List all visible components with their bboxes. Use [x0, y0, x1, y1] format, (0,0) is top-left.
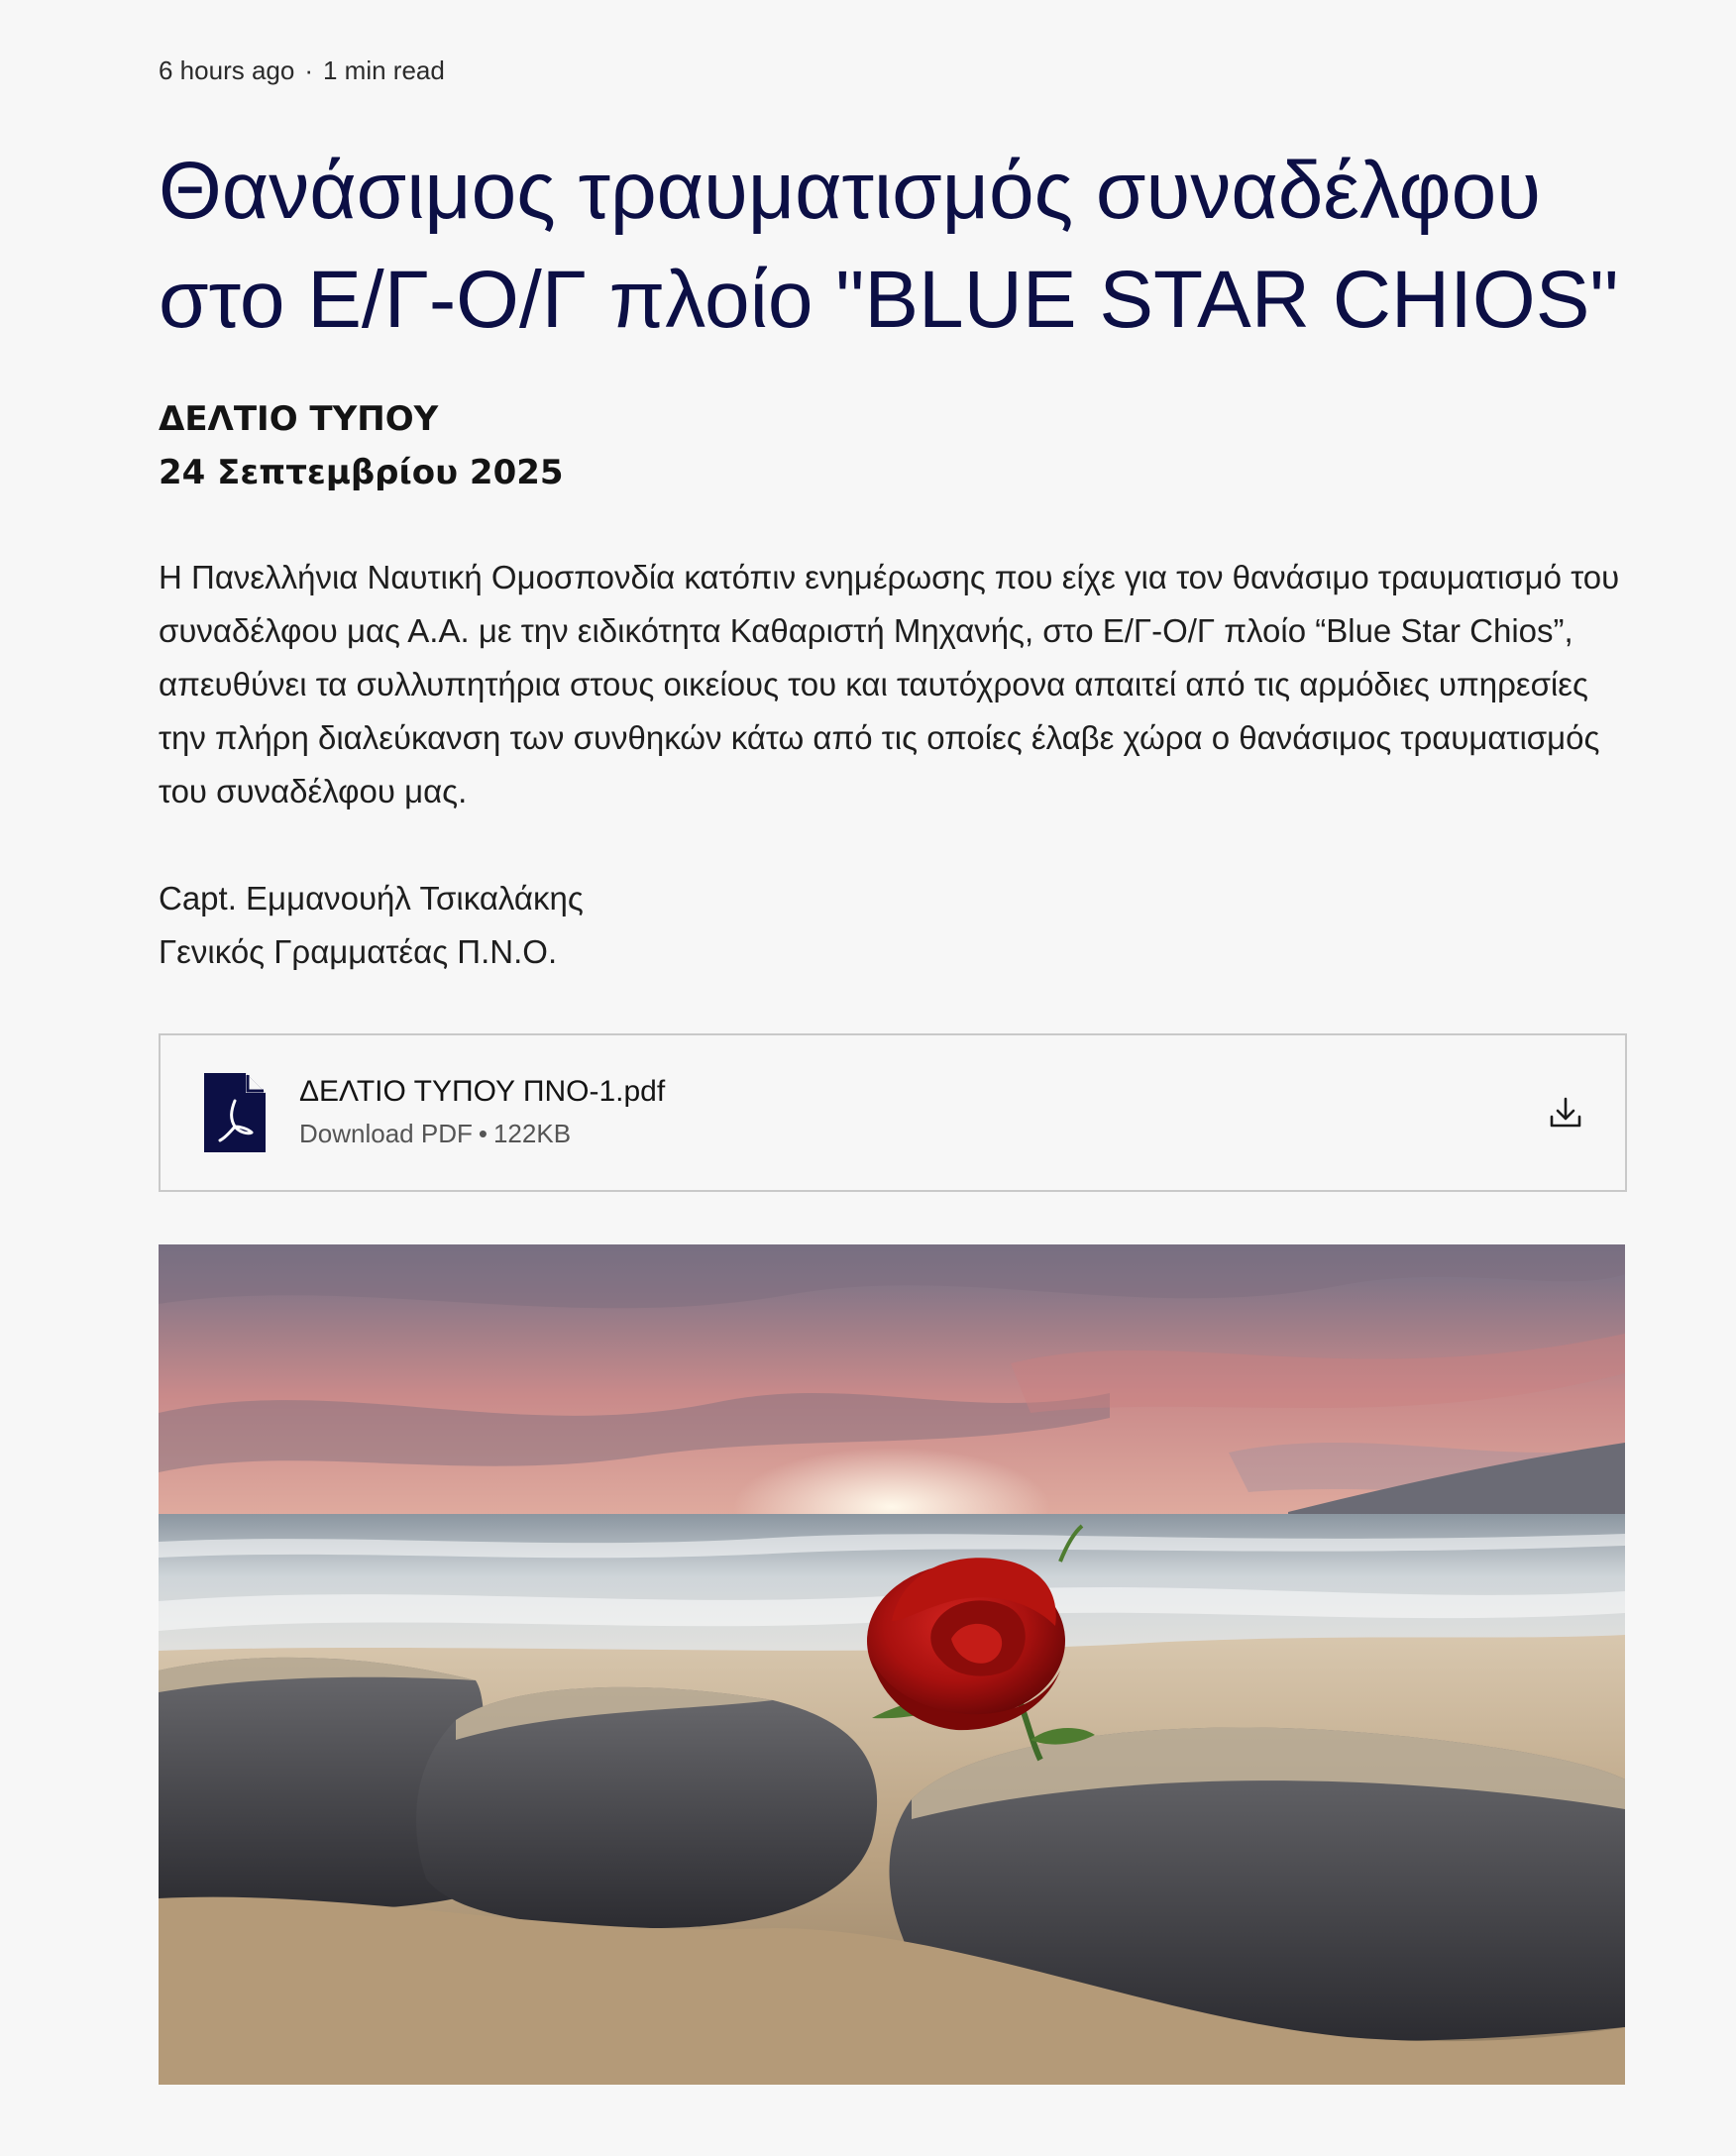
download-pdf-label[interactable]: Download PDF — [299, 1119, 473, 1148]
download-icon[interactable] — [1546, 1093, 1585, 1132]
press-date: 24 Σεπτεμβρίου 2025 — [159, 453, 564, 492]
signature — [159, 872, 584, 979]
meta-separator: · — [304, 55, 313, 85]
pdf-file-icon — [204, 1073, 266, 1152]
signature-role: Γενικός Γραμματέας Π.Ν.Ο. — [159, 933, 558, 970]
article-body: Η Πανελλήνια Ναυτική Ομοσπονδία κατόπιν ενημέρωσης που είχε για τον θανάσιμο τραυματισμό του συναδέλφου μας Α.Α. με την ειδικότητα Καθαριστή Μηχανής, στο Ε/Γ-Ο/Γ πλοίο “Blue Star Chios”, απευθύνει τα συλλυπητήρια στους οικείους του και ταυτόχρονα απαιτεί από τις αρμόδιες υπηρεσίες την πλήρη διαλεύκανση των συνθηκών κάτω από τις οποίες έλαβε χώρα ο θανάσιμος τραυματισμός του συναδέλφου μας. — [159, 559, 1620, 809]
signature-name: Capt. Εμμανουήλ Τσικαλάκης — [159, 880, 584, 916]
file-size: 122KB — [492, 1119, 572, 1148]
hero-image — [159, 1244, 1625, 2085]
rose-on-beach-image — [159, 1244, 1625, 2085]
post-meta — [159, 55, 445, 86]
file-info-separator: • — [478, 1119, 488, 1148]
pdf-attachment-card[interactable] — [159, 1033, 1627, 1192]
file-name[interactable]: ΔΕΛΤΙΟ ΤΥΠΟΥ ΠΝΟ-1.pdf — [299, 1075, 666, 1108]
file-info — [299, 1119, 571, 1149]
press-header — [159, 392, 564, 499]
press-label: ΔΕΛΤΙΟ ΤΥΠΟΥ — [159, 399, 439, 439]
post-time: 6 hours ago — [159, 55, 295, 85]
read-time: 1 min read — [323, 55, 445, 85]
article-title: Θανάσιμος τραυματισμός συναδέλφου στο Ε/Γ-Ο/Γ πλοίο "BLUE STAR CHIOS" — [159, 146, 1619, 345]
